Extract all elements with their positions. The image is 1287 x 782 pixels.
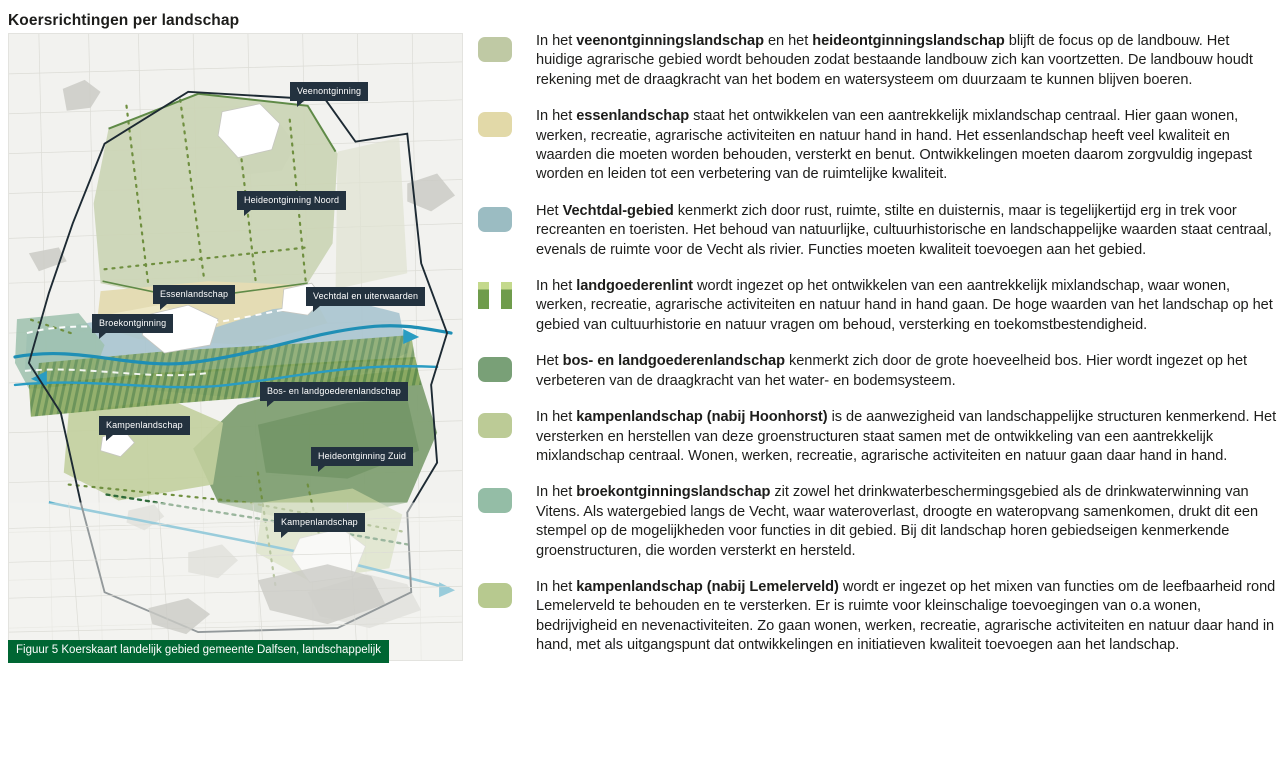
legend-item-landgoederenlint [478,277,1278,335]
map-label[interactable]: Essenlandschap [153,285,235,304]
map-canvas [9,34,462,660]
legend-swatch-cell [478,578,536,608]
page-title: Koersrichtingen per landschap [8,12,240,30]
map-label[interactable]: Kampenlandschap [99,416,190,435]
legend-item-text: Het bos- en landgoederenlandschap kenmerkt zich door de grote hoeveelheid bos. Hier wordt ingezet op het verbeteren van de draagkracht van het water- en bodemsysteem. [536,353,1248,389]
legend-item-text: In het kampenlandschap (nabij Hoonhorst) is de aanwezigheid van landschappelijke structuren kenmerkend. Het versterken en herstellen van deze groenstructuren staat samen met de ontwikkeling van een aantrekkelijk mixlandschap centraal. Wonen, werken, recreatie, agrarische activiteiten en natuur gaan daar hand in hand. [536,409,1277,464]
legend-item-text: In het veenontginningslandschap en het heideontginningslandschap blijft de focus op de landbouw. Het huidige agrarische gebied wordt behouden zodat bestaande landbouw zich kan voortzetten. De landbouw houdt rekening met de draagkracht van het bodem en watersysteem om duurzaam te kunnen blijven boeren. [536,33,1253,88]
legend-item-kampenlandschap-lemelerveld [478,578,1278,656]
map-label[interactable]: Broekontginning [92,314,173,333]
legend-swatch-cell [478,107,536,137]
legend-item-bos-en-landgoederenlandschap [478,352,1278,391]
map-label[interactable]: Kampenlandschap [274,513,365,532]
legend-item-broekontginningslandschap [478,483,1278,561]
legend-swatch-bar [501,282,512,309]
map-figure[interactable] [8,33,463,661]
legend-item-text: In het broekontginningslandschap zit zowel het drinkwaterbeschermingsgebied als de drinkwaterwinning van Vitens. Als watergebied langs de Vecht, waar wateroverlast, droogte en wateropvang samenkomen, drukt dit een stempel op de mogelijkheden voor functies in dit gebied. Bij dit landschap horen gebiedseigen kenmerkende groenstructuren, die worden versterkt en hersteld. [536,484,1259,559]
legend-item-text: In het kampenlandschap (nabij Lemelerveld) wordt er ingezet op het mixen van functies om de leefbaarheid rond Lemelerveld te behouden en te versterken. Er is ruimte voor kleinschalige toevoegingen van o.a wonen, bedrijvigheid en nevenactiviteiten. Zo gaan wonen, werken, recreatie, agrarische activiteiten en natuur daar hand in hand, met als uitgangspunt dat ontwikkelingen en initiatieven kwaliteit toevoegen aan het landschap. [536,578,1276,654]
legend-swatch-icon [478,112,512,137]
legend-swatch-cell [478,202,536,232]
legend-item-text: In het essenlandschap staat het ontwikkelen van een aantrekkelijk mixlandschap centraal. Hier gaan wonen, werken, recreatie, agrarische activiteiten en natuur hand in hand. Het essenlandschap heeft veel kwaliteit en waarden die moeten worden behouden, versterkt en benut. Ontwikkelingen moeten daarom zorgvuldig ingepast worden en leiden tot een verbetering van de ruimtelijke kwaliteit. [536,108,1253,183]
map-label[interactable]: Veenontginning [290,82,368,101]
legend-item-veen-heideontginningslandschap [478,32,1278,90]
map-label[interactable]: Vechtdal en uiterwaarden [306,287,425,306]
legend-item-vechtdal-gebied [478,202,1278,260]
legend-swatch-icon [478,357,512,382]
legend-swatch-cell [478,32,536,62]
map-caption: Figuur 5 Koerskaart landelijk gebied gemeente Dalfsen, landschappelijk [8,640,389,663]
legend-swatch-icon [478,37,512,62]
legend-item-essenlandschap [478,107,1278,185]
legend-swatch-cell [478,408,536,438]
legend-swatch-icon [478,488,512,513]
legend-swatch-striped-icon [478,282,512,309]
legend-swatch-cell [478,483,536,513]
legend-swatch-cell [478,277,536,309]
map-label[interactable]: Heideontginning Noord [237,191,346,210]
legend-swatch-cell [478,352,536,382]
legend-swatch-icon [478,583,512,608]
legend-list [478,32,1278,673]
legend-item-text: Het Vechtdal-gebied kenmerkt zich door rust, ruimte, stilte en duisternis, maar is tegelijkertijd erg in trek voor recreanten en toeristen. Het behoud van natuurlijke, cultuurhistorische en landschappelijke waarden staat centraal, evenals de ruimte voor de Vecht als rivier. Functies moeten kwaliteit toevoegen aan het gebied. [536,202,1272,258]
map-label[interactable]: Bos- en landgoederenlandschap [260,382,408,401]
legend-item-kampenlandschap-hoonhorst [478,408,1278,466]
map-label[interactable]: Heideontginning Zuid [311,447,413,466]
legend-swatch-icon [478,413,512,438]
legend-swatch-icon [478,207,512,232]
legend-swatch-bar [478,282,489,309]
legend-item-text: In het landgoederenlint wordt ingezet op het ontwikkelen van een aantrekkelijk mixlandschap, waar wonen, werken, recreatie, agrarische activiteiten en natuur hand in hand gaan. De hoge waarden van het landschap op het gebied van cultuurhistorie en natuur vragen om behoud, versterking en toekomstbestendigheid. [536,278,1273,333]
